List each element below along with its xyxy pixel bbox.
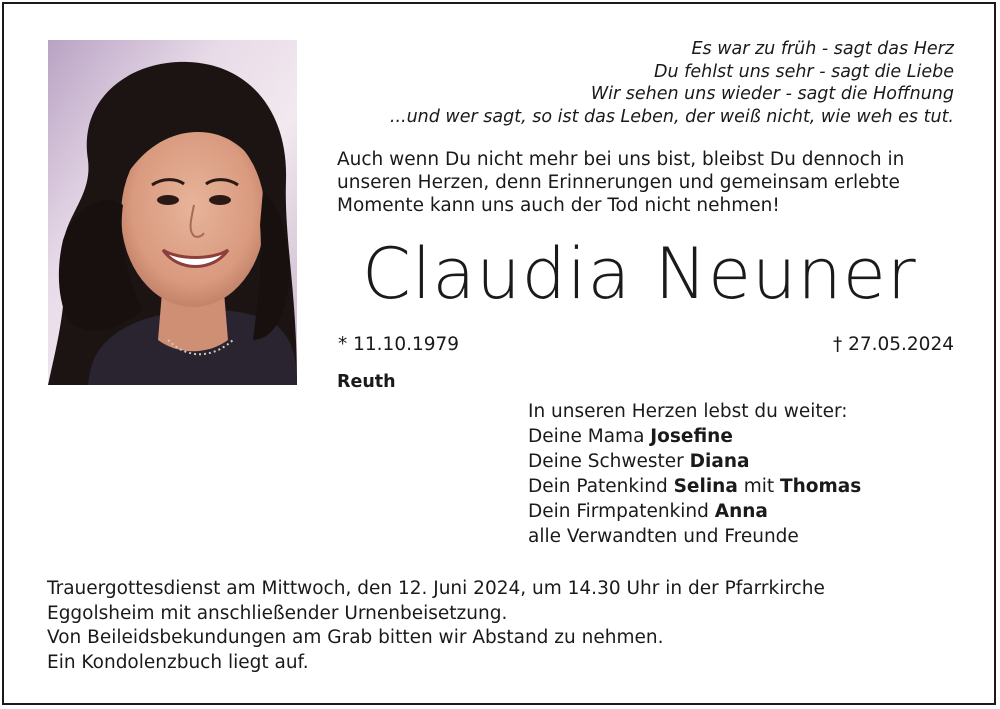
relation-label: Deine Schwester	[528, 451, 690, 472]
portrait-photo	[48, 40, 297, 385]
intro-line: Auch wenn Du nicht mehr bei uns bist, bleibst Du dennoch in	[337, 149, 905, 170]
relation-label: Deine Mama	[528, 426, 651, 447]
service-line: Ein Kondolenzbuch liegt auf.	[47, 651, 309, 673]
mourners-list	[528, 399, 861, 549]
deceased-name: Claudia Neuner	[362, 233, 917, 315]
mourner-confirmation-godchild	[528, 499, 861, 524]
poem-line: ...und wer sagt, so ist das Leben, der weiß nicht, wie weh es tut.	[389, 106, 954, 127]
poem-line: Wir sehen uns wieder - sagt die Hoffnung	[590, 84, 954, 104]
mourners-heading: In unseren Herzen lebst du weiter:	[528, 401, 848, 422]
mourner-sister	[528, 449, 861, 474]
connector-text: mit	[737, 476, 781, 497]
mourner-name: Josefine	[650, 426, 733, 447]
service-line: Von Beileidsbekundungen am Grab bitten wir Abstand zu nehmen.	[47, 627, 664, 648]
mourner-godchild	[528, 474, 861, 499]
mourner-name: Diana	[689, 451, 750, 472]
intro-line: unseren Herzen, denn Erinnerungen und gemeinsam erlebte	[337, 172, 900, 193]
mourner-mama	[528, 424, 861, 449]
intro-text	[337, 148, 957, 217]
service-info	[47, 577, 967, 675]
service-line: Eggolsheim mit anschließender Urnenbeisetzung.	[47, 602, 508, 624]
mourner-relatives: alle Verwandten und Freunde	[528, 526, 799, 547]
relation-label: Dein Firmpatenkind	[528, 501, 715, 522]
hometown: Reuth	[337, 372, 396, 392]
mourner-name: Thomas	[780, 476, 862, 497]
poem-line: Du fehlst uns sehr - sagt die Liebe	[654, 61, 954, 82]
birth-date: * 11.10.1979	[338, 334, 460, 355]
poem-line: Es war zu früh - sagt das Herz	[691, 39, 954, 59]
death-date: † 27.05.2024	[832, 334, 954, 355]
relation-label: Dein Patenkind	[528, 476, 674, 497]
mourner-name: Selina	[673, 476, 738, 497]
service-line: Trauergottesdienst am Mittwoch, den 12. Juni 2024, um 14.30 Uhr in der Pfarrkirche	[47, 578, 825, 599]
intro-line: Momente kann uns auch der Tod nicht nehmen!	[337, 195, 780, 216]
poem-block	[334, 38, 954, 128]
mourner-name: Anna	[714, 501, 768, 522]
